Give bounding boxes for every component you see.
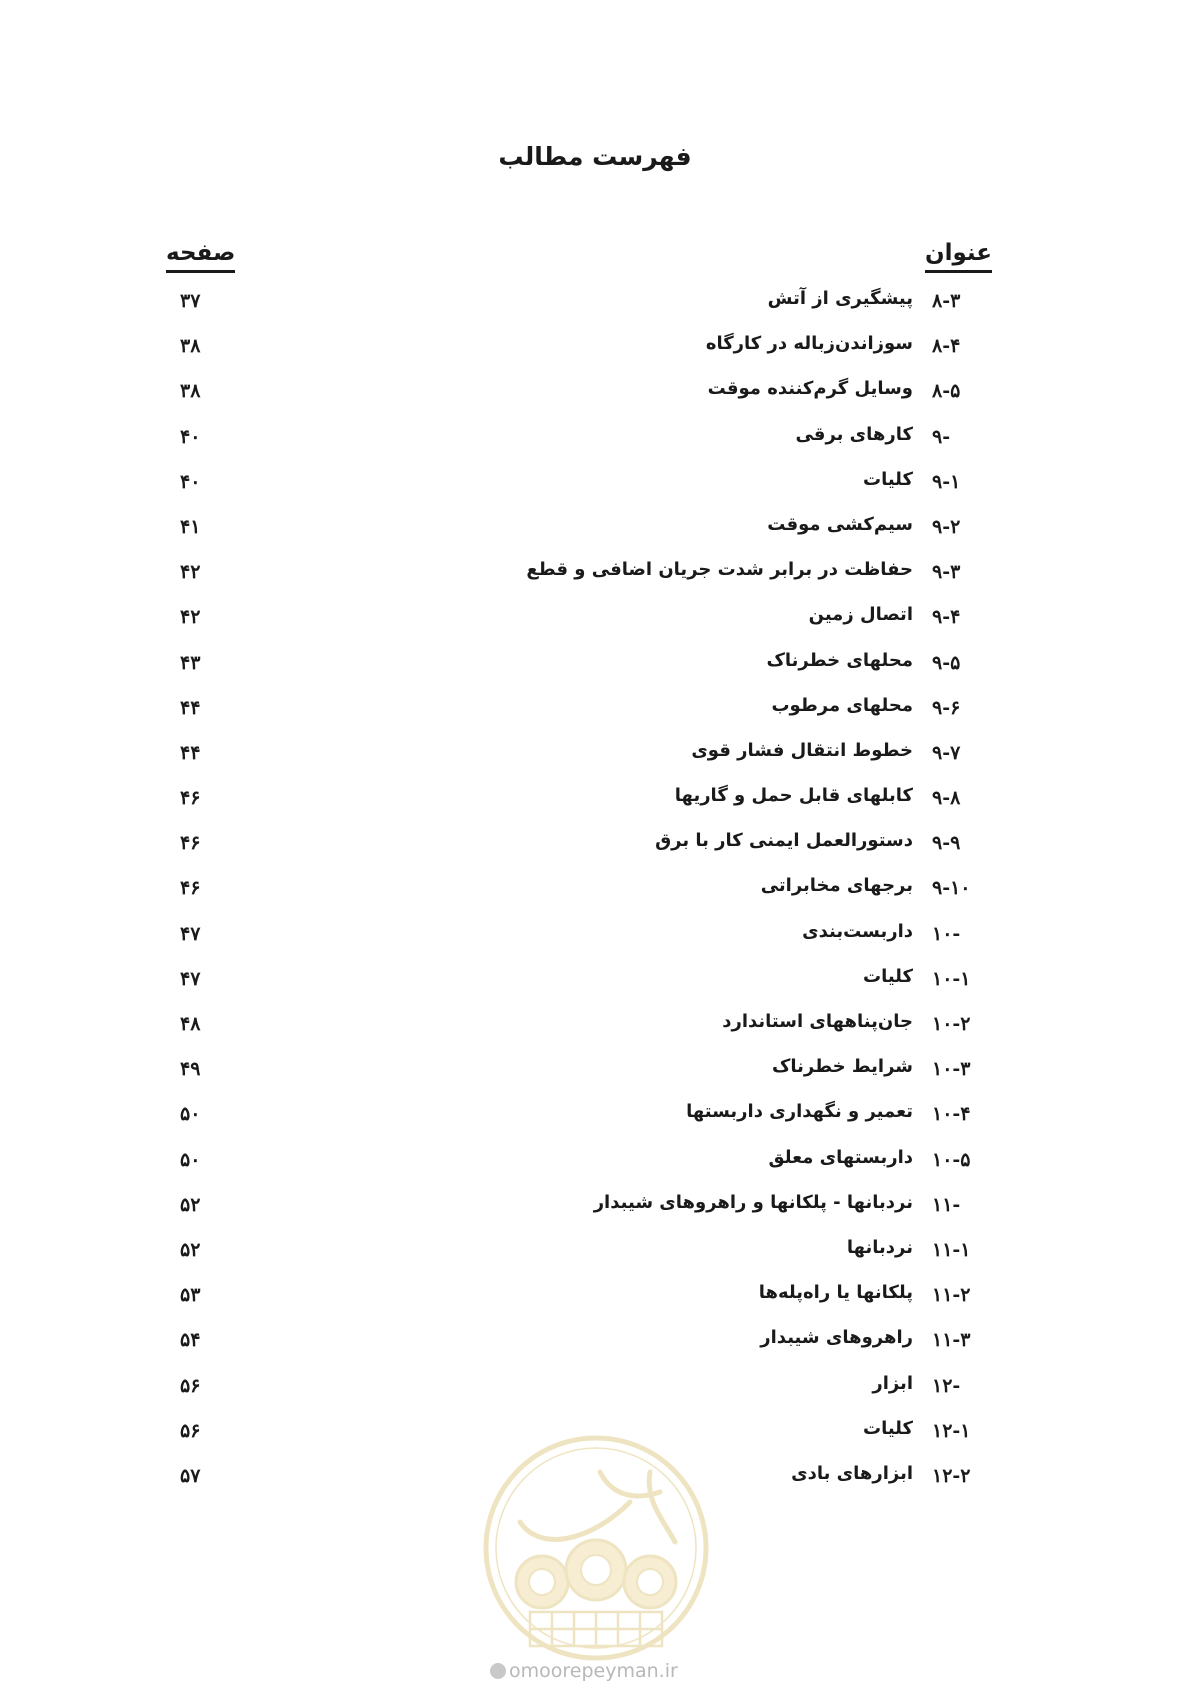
toc-section-number: ۱۱-۱: [932, 1238, 971, 1261]
toc-row: [0, 282, 1190, 327]
column-header-page: صفحه: [166, 238, 235, 273]
toc-section-title: داربستهای معلق: [768, 1146, 913, 1168]
toc-section-number: ۸-۳: [932, 290, 961, 312]
toc-row: [0, 1186, 1190, 1231]
toc-section-number: ۱۲-۲: [932, 1464, 971, 1487]
toc-page-number: ۵۴: [180, 1329, 201, 1352]
watermark-url: [490, 1660, 678, 1682]
toc-row: [0, 553, 1190, 598]
toc-row: [0, 1050, 1190, 1095]
column-header-title: عنوان: [925, 238, 992, 273]
toc-section-title: پلکانها یا راه‌پله‌ها: [758, 1282, 913, 1304]
toc-section-title: راهروهای شیبدار: [760, 1327, 913, 1349]
toc-row: [0, 644, 1190, 689]
toc-section-number: ۸-۴: [932, 335, 961, 358]
toc-section-title: کلیات: [862, 965, 913, 987]
toc-section-title: داربست‌بندی: [802, 920, 913, 942]
toc-section-title: اتصال زمین: [808, 604, 913, 626]
toc-section-number: ۹-: [932, 425, 951, 448]
toc-page-number: ۳۸: [180, 380, 201, 403]
toc-section-number: ۱۰-۴: [932, 1103, 971, 1126]
toc-page-number: ۴۷: [180, 922, 201, 945]
toc-section-title: شرایط خطرناک: [771, 1056, 913, 1078]
toc-row: [0, 915, 1190, 960]
toc-row: [0, 327, 1190, 372]
toc-row: [0, 372, 1190, 417]
toc-page-number: ۴۸: [180, 1013, 201, 1035]
toc-section-title: پیشگیری از آتش: [767, 288, 913, 309]
toc-section-title: ابزارهای بادی: [791, 1462, 913, 1484]
toc-section-number: ۱۱-۳: [932, 1329, 971, 1352]
toc-section-number: ۸-۵: [932, 380, 961, 403]
toc-section-number: ۱۰-: [932, 922, 961, 945]
toc-section-number: ۱۱-: [932, 1193, 961, 1216]
toc-section-title: برجهای مخابراتی: [760, 875, 913, 897]
page-title: فهرست مطالب: [498, 142, 692, 171]
toc-section-number: ۹-۱۰: [932, 877, 971, 900]
toc-section-title: کلیات: [862, 1417, 913, 1439]
toc-section-title: وسایل گرم‌کننده موقت: [707, 378, 913, 400]
toc-section-number: ۹-۱: [932, 470, 961, 493]
toc-page-number: ۵۶: [180, 1419, 201, 1442]
toc-section-number: ۱۲-۱: [932, 1419, 971, 1442]
toc-page-number: ۵۷: [180, 1464, 201, 1487]
toc-page-number: ۴۲: [180, 561, 201, 584]
table-of-contents: [0, 282, 1190, 1502]
toc-page-number: ۴۶: [180, 787, 201, 810]
toc-page-number: ۵۰: [180, 1148, 201, 1171]
toc-section-number: ۹-۲: [932, 515, 961, 538]
toc-page-number: ۵۲: [180, 1193, 201, 1216]
toc-row: [0, 1005, 1190, 1050]
toc-section-number: ۹-۵: [932, 651, 961, 674]
toc-section-number: ۱۰-۱: [932, 967, 971, 990]
toc-section-title: تعمیر و نگهداری داربستها: [686, 1101, 913, 1123]
toc-page-number: ۴۳: [180, 651, 201, 674]
toc-row: [0, 418, 1190, 463]
toc-section-number: ۹-۹: [932, 832, 961, 855]
toc-section-title: سیم‌کشی موقت: [767, 513, 913, 535]
toc-section-title: نردبانها - پلکانها و راهروهای شیبدار: [593, 1191, 913, 1213]
toc-page-number: ۴۱: [180, 515, 201, 538]
toc-section-title: نردبانها: [846, 1236, 913, 1258]
toc-section-title: محلهای مرطوب: [771, 694, 913, 716]
toc-section-title: کارهای برقی: [795, 423, 913, 445]
toc-row: [0, 1095, 1190, 1140]
toc-row: [0, 1367, 1190, 1412]
toc-section-number: ۹-۶: [932, 696, 961, 719]
toc-row: [0, 779, 1190, 824]
watermark-logo: [480, 1432, 712, 1664]
toc-page-number: ۴۷: [180, 967, 201, 990]
toc-row: [0, 869, 1190, 914]
toc-section-number: ۹-۸: [932, 787, 961, 810]
toc-row: [0, 508, 1190, 553]
toc-row: [0, 960, 1190, 1005]
toc-page-number: ۴۲: [180, 606, 201, 629]
toc-row: [0, 1231, 1190, 1276]
toc-row: [0, 689, 1190, 734]
toc-page-number: ۴۶: [180, 832, 201, 855]
toc-page-number: ۵۶: [180, 1374, 201, 1397]
at-icon: [490, 1663, 506, 1679]
toc-section-title: حفاظت در برابر شدت جریان اضافی و قطع: [526, 559, 913, 581]
toc-row: [0, 1141, 1190, 1186]
toc-page-number: ۴۴: [180, 741, 201, 764]
toc-section-number: ۹-۴: [932, 606, 961, 629]
toc-section-title: ابزار: [872, 1372, 913, 1394]
toc-section-title: جان‌پناههای استاندارد: [722, 1011, 913, 1032]
toc-section-number: ۱۱-۲: [932, 1284, 971, 1307]
toc-row: [0, 1276, 1190, 1321]
toc-page-number: ۵۰: [180, 1103, 201, 1126]
toc-page-number: ۴۰: [180, 425, 201, 448]
toc-section-number: ۹-۷: [932, 741, 961, 764]
toc-page-number: ۴۹: [180, 1058, 201, 1081]
toc-page-number: ۴۶: [180, 877, 201, 900]
toc-section-number: ۱۰-۵: [932, 1148, 971, 1171]
toc-page-number: ۴۰: [180, 470, 201, 493]
toc-page-number: ۴۴: [180, 696, 201, 719]
toc-row: [0, 463, 1190, 508]
watermark-url-text: omoorepeyman.ir: [509, 1660, 678, 1682]
toc-row: [0, 824, 1190, 869]
toc-page-number: ۵۳: [180, 1284, 201, 1307]
toc-section-title: کلیات: [862, 468, 913, 490]
toc-section-title: کابلهای قابل حمل و گاریها: [674, 785, 913, 807]
toc-row: [0, 598, 1190, 643]
toc-section-number: ۱۰-۳: [932, 1058, 971, 1081]
toc-section-number: ۱۰-۲: [932, 1013, 971, 1035]
toc-section-title: محلهای خطرناک: [766, 649, 913, 671]
toc-section-title: دستورالعمل ایمنی کار با برق: [655, 830, 913, 852]
toc-page-number: ۳۷: [180, 290, 201, 312]
toc-section-title: سوزاندن‌زباله در کارگاه: [705, 333, 913, 355]
toc-row: [0, 1321, 1190, 1366]
toc-page-number: ۳۸: [180, 335, 201, 358]
toc-section-number: ۱۲-: [932, 1374, 961, 1397]
toc-section-number: ۹-۳: [932, 561, 961, 584]
toc-section-title: خطوط انتقال فشار قوی: [691, 739, 913, 761]
toc-page-number: ۵۲: [180, 1238, 201, 1261]
toc-row: [0, 734, 1190, 779]
